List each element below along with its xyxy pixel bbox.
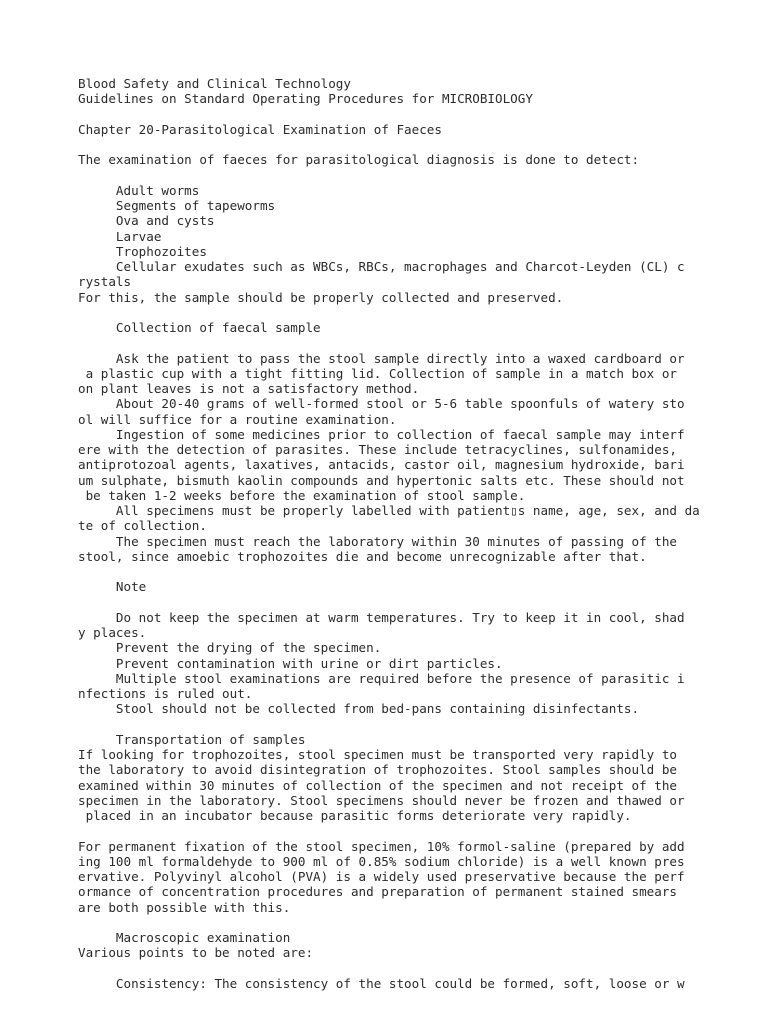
text-line (78, 305, 768, 320)
text-line: Guidelines on Standard Operating Procedures for MICROBIOLOGY (78, 91, 533, 107)
text-line: Collection of faecal sample (78, 320, 321, 335)
text-line: For permanent fixation of the stool specimen, 10% formol-saline (prepared by add (78, 838, 685, 854)
text-line: Ova and cysts (78, 213, 215, 229)
text-line: Note (78, 579, 147, 595)
text-line: Various points to be noted are: (78, 945, 314, 961)
text-line (78, 717, 768, 732)
text-line: Prevent the drying of the specimen. (78, 640, 382, 656)
text-line: Larvae (78, 228, 162, 244)
text-line: If looking for trophozoites, stool specimen must be transported very rapidly to (78, 747, 677, 762)
text-line (78, 915, 768, 930)
text-line: ormance of concentration procedures and preparation of permanent stained smears (78, 884, 677, 900)
text-line (78, 595, 768, 610)
text-line: placed in an incubator because parasitic forms deteriorate very rapidly. (78, 808, 632, 823)
text-line: Chapter 20-Parasitological Examination of Faeces (78, 121, 442, 137)
text-line: Prevent contamination with urine or dirt particles. (78, 655, 503, 671)
text-line: the laboratory to avoid disintegration of trophozoites. Stool samples should be (78, 762, 677, 778)
text-line: Consistency: The consistency of the stool could be formed, soft, loose or w (78, 975, 685, 991)
text-line: be taken 1-2 weeks before the examination of stool sample. (78, 487, 526, 503)
text-line: specimen in the laboratory. Stool specimens should never be frozen and thawed or (78, 792, 685, 808)
text-line: examined within 30 minutes of collection of the specimen and not receipt of the (78, 777, 677, 793)
text-line: te of collection. (78, 518, 207, 534)
text-line: For this, the sample should be properly collected and preserved. (78, 289, 564, 305)
text-line: Trophozoites (78, 243, 207, 259)
text-line: Ask the patient to pass the stool sample directly into a waxed cardboard or (78, 350, 685, 366)
text-line: The specimen must reach the laboratory within 30 minutes of passing of the (78, 533, 677, 549)
text-line: About 20-40 grams of well-formed stool or 5-6 table spoonfuls of watery sto (78, 396, 685, 412)
text-line: All specimens must be properly labelled with patient▯s name, age, sex, and da (78, 503, 700, 518)
text-line: Adult worms (78, 182, 200, 198)
text-line: Macroscopic examination (78, 930, 291, 945)
text-line (78, 961, 768, 976)
text-line: The examination of faeces for parasitological diagnosis is done to detect: (78, 152, 640, 168)
text-line: rystals (78, 274, 132, 290)
text-line: ol will suffice for a routine examination. (78, 411, 397, 427)
text-line (78, 823, 768, 838)
text-line: Transportation of samples (78, 731, 306, 747)
text-line: Blood Safety and Clinical Technology (78, 76, 351, 91)
text-line: Cellular exudates such as WBCs, RBCs, macrophages and Charcot-Leyden (CL) c (78, 259, 685, 274)
text-line: Do not keep the specimen at warm temperatures. Try to keep it in cool, shad (78, 609, 685, 625)
text-line (78, 168, 768, 183)
text-line (78, 137, 768, 152)
text-line: antiprotozoal agents, laxatives, antacids, castor oil, magnesium hydroxide, bari (78, 457, 685, 473)
text-line: ing 100 ml formaldehyde to 900 ml of 0.85% sodium chloride) is a well known pres (78, 853, 685, 869)
text-line (78, 107, 768, 122)
text-line: Stool should not be collected from bed-pans containing disinfectants. (78, 701, 640, 717)
text-line: nfections is ruled out. (78, 686, 253, 701)
text-line (78, 335, 768, 350)
text-line: y places. (78, 625, 147, 640)
text-line (78, 564, 768, 579)
text-line: ervative. Polyvinyl alcohol (PVA) is a widely used preservative because the perf (78, 869, 685, 884)
text-line: Segments of tapeworms (78, 198, 276, 213)
text-line: um sulphate, bismuth kaolin compounds and hypertonic salts etc. These should not (78, 472, 685, 488)
text-line: Ingestion of some medicines prior to collection of faecal sample may interf (78, 426, 685, 442)
text-line: a plastic cup with a tight fitting lid. Collection of sample in a match box or (78, 365, 677, 381)
text-line: Multiple stool examinations are required before the presence of parasitic i (78, 670, 685, 686)
text-line: on plant leaves is not a satisfactory method. (78, 381, 420, 396)
text-line: ere with the detection of parasites. These include tetracyclines, sulfonamides, (78, 442, 677, 457)
text-line: stool, since amoebic trophozoites die and become unrecognizable after that. (78, 548, 647, 564)
text-line: are both possible with this. (78, 899, 291, 915)
